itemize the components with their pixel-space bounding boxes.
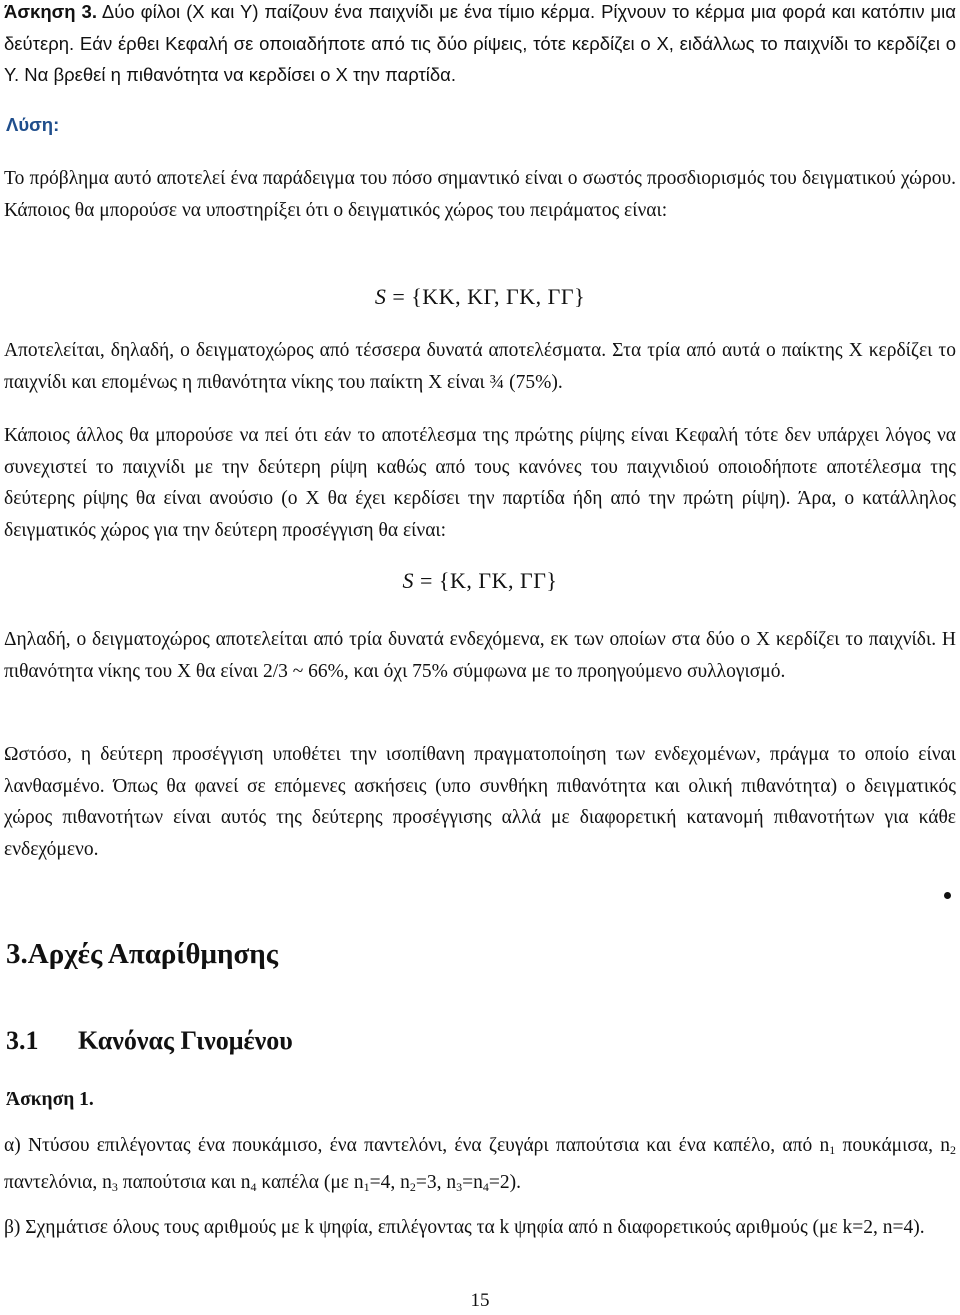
section-3-1-title: Κανόνας Γινομένου	[78, 1026, 293, 1055]
formula-1-set: = {ΚΚ, ΚΓ, ΓΚ, ΓΓ}	[386, 284, 586, 309]
exercise-1-part-a: α) Ντύσου επιλέγοντας ένα πουκάμισο, ένα παντελόνι, ένα ζευγάρι παπούτσια και ένα καπέλο, από $n_1$ πουκάμισα, $n_2$ παντελόνια, $n_3$ παπούτσια και $n_4$ καπέλα (με $n_1=4$, $n_2=3$, $n_3=n_4=2$).	[4, 1135, 956, 1194]
solution-paragraph-5: Ωστόσο, η δεύτερη προσέγγιση υποθέτει την ισοπίθανη πραγματοποίηση των ενδεχομένων, πράγμα το οποίο είναι λανθασμένο. Όπως θα φανεί σε επόμενες ασκήσεις (υπο συνθήκη πιθανότητα και ολική πιθανότητα) ο δειγματικός χώρος πιθανοτήτων είναι αυτός της δεύτερης προσέγγισης αλλά με διαφορετική κατανομή πιθανοτήτων για κάθε ενδεχόμενο.	[4, 744, 956, 860]
section-3-1-heading	[6, 1026, 293, 1056]
section-3-title: Αρχές Απαρίθμησης	[27, 938, 278, 970]
section-3-heading	[6, 938, 278, 971]
section-3-number: 3.	[6, 938, 28, 970]
formula-2-set: = {Κ, ΓΚ, ΓΓ}	[414, 568, 558, 593]
formula-2-variable: S	[402, 568, 415, 593]
section-3-1-number: 3.1	[6, 1026, 39, 1055]
page-number: 15	[470, 1290, 490, 1311]
solution-paragraph-2: Αποτελείται, δηλαδή, ο δειγματοχώρος από τέσσερα δυνατά αποτελέσματα. Στα τρία από αυτά ο παίκτης Χ κερδίζει το παιχνίδι και επομένως η πιθανότητα νίκης του παίκτη Χ είναι ¾ (75%).	[4, 340, 956, 393]
solution-paragraph-1: Το πρόβλημα αυτό αποτελεί ένα παράδειγμα του πόσο σημαντικό είναι ο σωστός προσδιορισμός του δειγματικού χώρου. Κάποιος θα μπορούσε να υποστηρίξει ότι ο δειγματικός χώρος του πειράματος είναι:	[4, 168, 956, 221]
exercise-3-text: Δύο φίλοι (Χ και Υ) παίζουν ένα παιχνίδι με ένα τίμιο κέρμα. Ρίχνουν το κέρμα μια φορά και κατόπιν μια δεύτερη. Εάν έρθει Κεφαλή σε οποιαδήποτε από τις δύο ρίψεις, τότε κερδίζει ο Χ, ειδάλλως το παιχνίδι το κερδίζει ο Υ. Να βρεθεί η πιθανότητα να κερδίσει ο Χ την παρτίδα.	[4, 1, 956, 85]
sample-space-formula-2	[0, 568, 960, 594]
exercise-1-title: Άσκηση 1.	[6, 1089, 94, 1110]
solution-paragraph-3: Κάποιος άλλος θα μπορούσε να πεί ότι εάν το αποτέλεσμα της πρώτης ρίψης είναι Κεφαλή τότε δεν υπάρχει λόγος να συνεχιστεί το παιχνίδι με την δεύτερη ρίψη καθώς από τους κανόνες του παιχνιδιού οποιοδήποτε αποτέλεσμα της δεύτερης ρίψης θα είναι ανούσιο (ο Χ θα έχει κερδίσει την παρτίδα ήδη από την πρώτη ρίψη). Άρα, ο κατάλληλος δειγματικός χώρος για την δεύτερη προσέγγιση θα είναι:	[4, 425, 956, 541]
solution-paragraph-4: Δηλαδή, ο δειγματοχώρος αποτελείται από τρία δυνατά ενδεχόμενα, εκ των οποίων στα δύο ο Χ κερδίζει το παιχνίδι. Η πιθανότητα νίκης του Χ θα είναι 2/3 ~ 66%, και όχι 75% σύμφωνα με το προηγούμενο συλλογισμό.	[4, 629, 956, 682]
exercise-3-label: Άσκηση 3.	[4, 1, 97, 22]
exercise-3-statement	[4, 0, 956, 91]
bullet-dot	[944, 892, 951, 899]
solution-heading: Λύση:	[6, 114, 60, 135]
sample-space-formula-1	[0, 284, 960, 310]
formula-1-variable: S	[374, 284, 387, 309]
exercise-1-part-b: β) Σχημάτισε όλους τους αριθμούς με k ψηφία, επιλέγοντας τα k ψηφία από n διαφορετικούς αριθμούς (με k=2, n=4).	[4, 1217, 925, 1238]
